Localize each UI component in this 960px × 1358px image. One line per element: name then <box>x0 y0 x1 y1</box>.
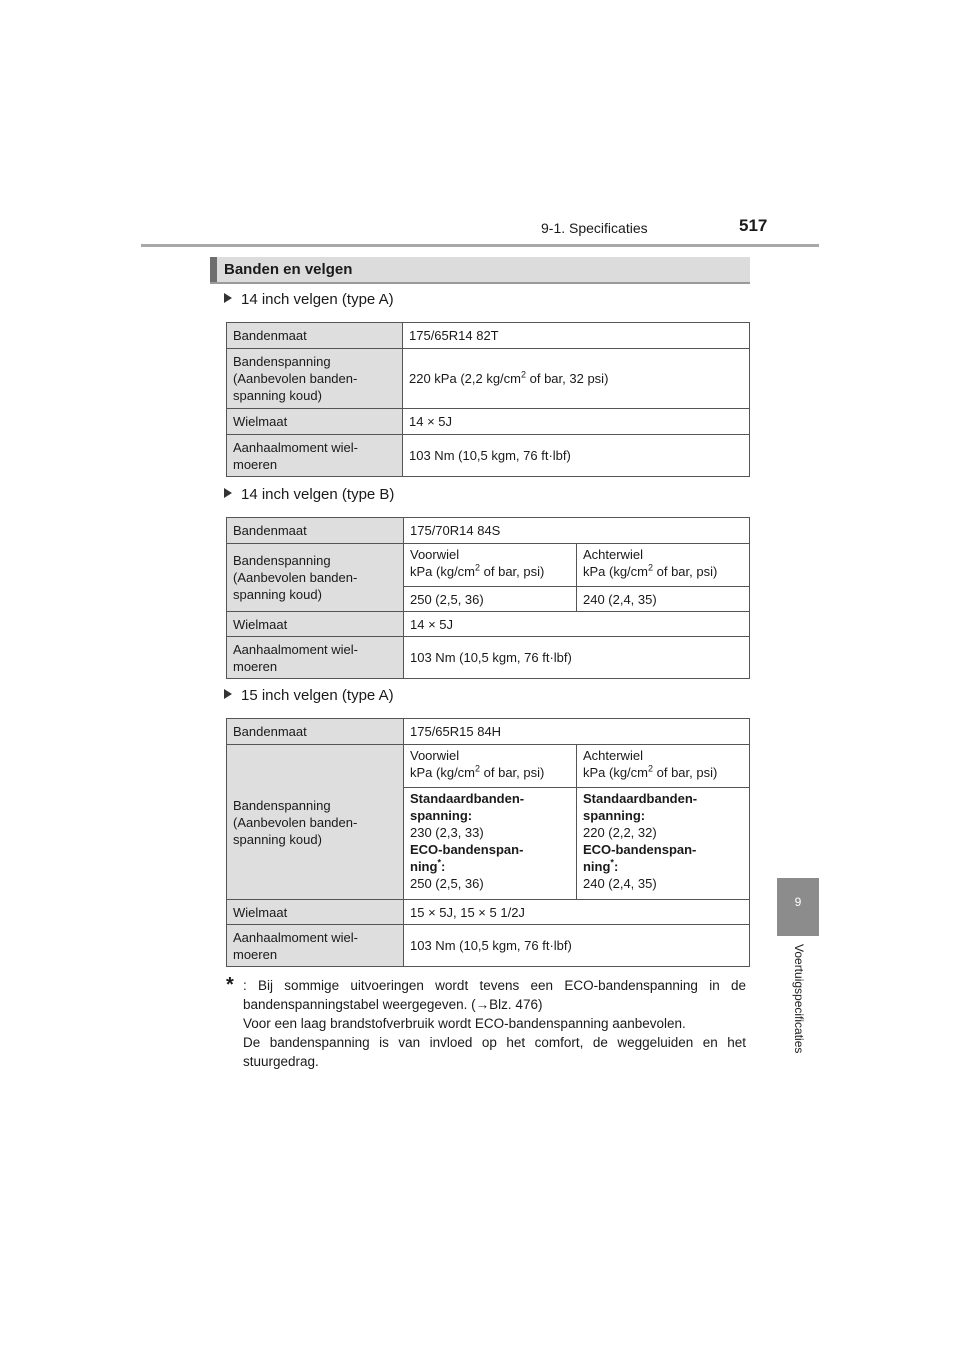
chapter-tab[interactable]: 9 <box>777 878 819 936</box>
table-value-cell: 103 Nm (10,5 kgm, 76 ft·lbf) <box>404 637 750 679</box>
table-row <box>227 900 750 925</box>
rear-wheel-value: 240 (2,4, 35) <box>576 587 749 612</box>
table-label-cell: Aanhaalmoment wiel-moeren <box>227 435 403 477</box>
table-label-cell: Aanhaalmoment wiel-moeren <box>227 925 404 967</box>
subheading-text: 14 inch velgen (type B) <box>241 486 395 503</box>
table-value-cell: 14 × 5J <box>403 409 750 435</box>
triangle-bullet-icon <box>224 488 232 498</box>
table-row <box>227 544 750 587</box>
triangle-bullet-icon <box>224 293 232 303</box>
triangle-bullet-icon <box>224 689 232 699</box>
subheading-15-type-a <box>224 687 394 704</box>
table-row <box>227 925 750 967</box>
table-value-cell: 220 kPa (2,2 $kg/cm^2$ of bar, 32 psi) <box>403 349 750 409</box>
spec-table-14-type-a <box>226 322 750 477</box>
rear-wheel-header: Achterwiel kPa ($kg/cm^2$ of bar, psi) <box>576 544 749 587</box>
footnote-line: Voor een laag brandstofverbruik wordt ECO-bandenspanning aanbevolen. <box>243 1016 686 1031</box>
table-label-cell: Bandenspanning (Aanbevolen banden-spanning koud) <box>227 544 404 612</box>
spec-table-15-type-a <box>226 718 750 967</box>
section-heading: Banden en velgen <box>224 261 353 278</box>
table-label-cell: Aanhaalmoment wiel-moeren <box>227 637 404 679</box>
page-number: 517 <box>739 216 768 235</box>
table-label-cell: Bandenmaat <box>227 323 403 349</box>
front-wheel-header: Voorwiel kPa ($kg/cm^2$ of bar, psi) <box>404 544 577 587</box>
table-row <box>227 435 750 477</box>
table-value-cell: 175/65R14 82T <box>403 323 750 349</box>
table-label-cell: Bandenspanning (Aanbevolen banden-spanning koud) <box>227 745 404 900</box>
table-row <box>227 349 750 409</box>
footnote-line: : Bij sommige uitvoeringen wordt tevens een ECO-bandenspanning in de bandenspanningstabel weergegeven. (→Blz. 476) <box>243 978 746 1012</box>
front-wheel-value: 250 (2,5, 36) <box>404 587 577 612</box>
table-label-cell: Bandenmaat <box>227 719 404 745</box>
front-wheel-header: Voorwiel kPa ($kg/cm^2$ of bar, psi) <box>404 745 577 788</box>
table-label-cell: Wielmaat <box>227 900 404 925</box>
footnote-line: De bandenspanning is van invloed op het comfort, de weggeluiden en het stuurgedrag. <box>243 1035 746 1069</box>
subheading-text: 15 inch velgen (type A) <box>241 687 394 704</box>
table-label-cell: Bandenspanning (Aanbevolen banden-spanning koud) <box>227 349 403 409</box>
table-row <box>227 637 750 679</box>
table-value-cell: 103 Nm (10,5 kgm, 76 ft·lbf) <box>403 435 750 477</box>
footnote-asterisk: * <box>226 974 234 996</box>
table-row <box>227 518 750 544</box>
table-row <box>227 409 750 435</box>
table-row <box>227 612 750 637</box>
table-value-cell: 175/65R15 84H <box>404 719 750 745</box>
subheading-14-type-a <box>224 291 394 308</box>
subheading-14-type-b <box>224 486 394 503</box>
rear-wheel-pressures: Standaardbanden- spanning: 220 (2,2, 32) ECO-bandenspan- ning*: 240 (2,4, 35) <box>576 788 749 900</box>
table-row <box>227 323 750 349</box>
table-value-cell: 175/70R14 84S <box>404 518 750 544</box>
table-label-cell: Wielmaat <box>227 409 403 435</box>
footnote <box>226 976 746 1071</box>
header-divider <box>141 244 819 247</box>
table-row <box>227 745 750 788</box>
subheading-text: 14 inch velgen (type A) <box>241 291 394 308</box>
section-heading-bar <box>210 257 750 284</box>
table-row <box>227 719 750 745</box>
header-section-title: 9-1. Specificaties <box>541 220 648 236</box>
table-value-cell: 103 Nm (10,5 kgm, 76 ft·lbf) <box>404 925 750 967</box>
table-label-cell: Wielmaat <box>227 612 404 637</box>
table-value-cell: 14 × 5J <box>404 612 750 637</box>
spec-table-14-type-b <box>226 517 750 679</box>
chapter-side-label: Voertuigspecificaties <box>792 944 806 1054</box>
table-label-cell: Bandenmaat <box>227 518 404 544</box>
section-heading-accent <box>210 257 217 282</box>
rear-wheel-header: Achterwiel kPa ($kg/cm^2$ of bar, psi) <box>576 745 749 788</box>
footnote-body <box>243 976 746 1071</box>
table-value-cell: 15 × 5J, 15 × 5 1/2J <box>404 900 750 925</box>
front-wheel-pressures: Standaardbanden- spanning: 230 (2,3, 33) ECO-bandenspan- ning*: 250 (2,5, 36) <box>404 788 577 900</box>
